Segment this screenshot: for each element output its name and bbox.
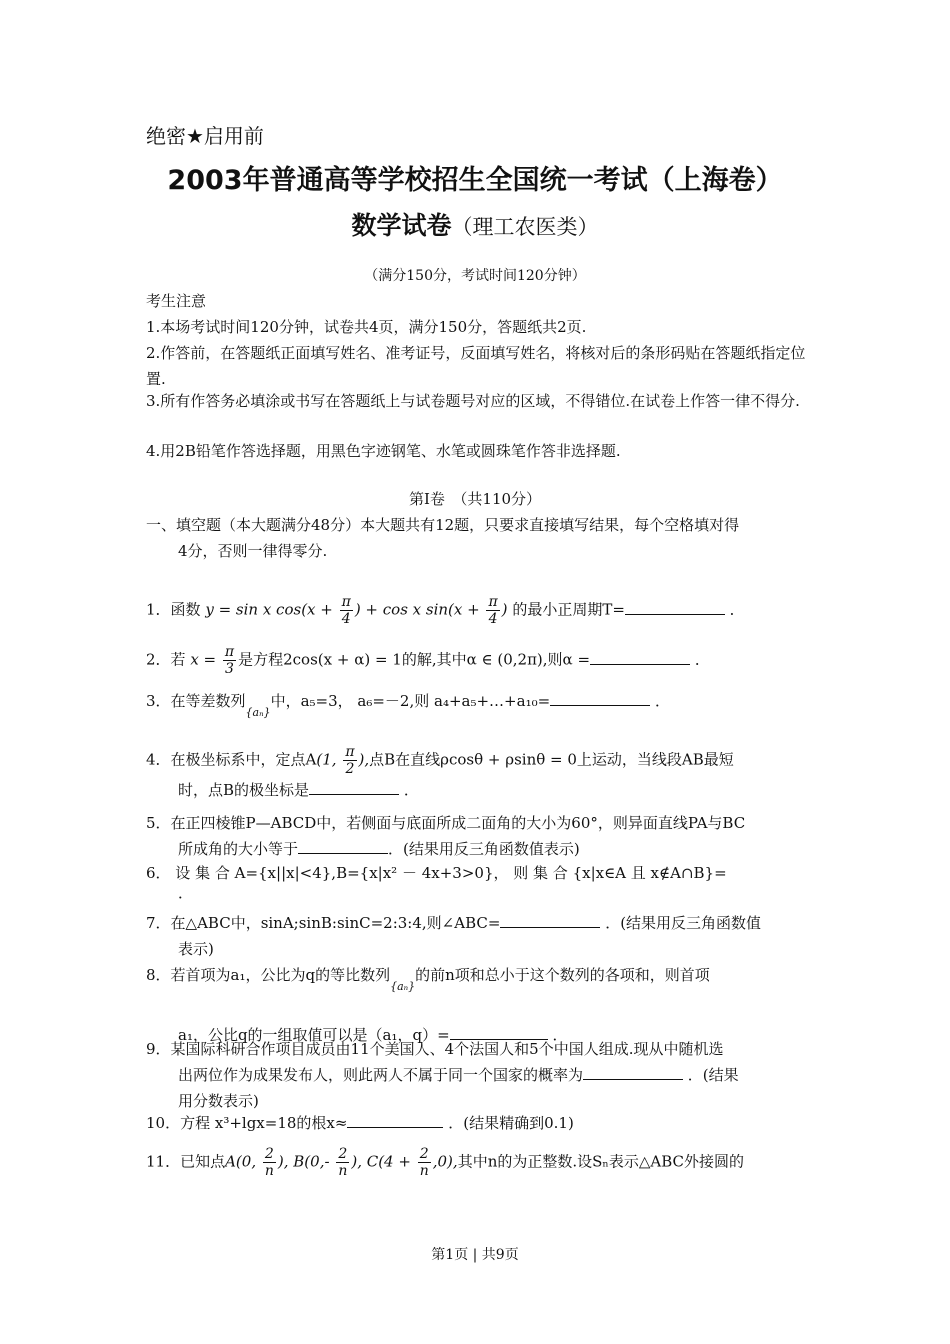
- secret-label: 绝密★启用前: [146, 124, 264, 148]
- q11-frac-1: [263, 1146, 276, 1179]
- q4-frac: [343, 744, 356, 777]
- q2-frac-num: π: [224, 644, 235, 660]
- q1-end: ．: [729, 600, 745, 619]
- q9-line2-a: 出两位作为成果发布人，则此两人不属于同一个国家的概率为: [178, 1066, 584, 1084]
- q11-frac-1-den: n: [264, 1163, 274, 1179]
- q1-formula-b: ) + cos x sin(x +: [354, 600, 485, 619]
- q4-point-a: (1,: [316, 750, 342, 769]
- q1-frac-2-num: π: [488, 594, 498, 610]
- question-2: [146, 644, 810, 677]
- q11-point-b: ), B(0,-: [277, 1152, 335, 1171]
- q4-frac-num: π: [345, 744, 355, 760]
- question-3: [146, 688, 810, 726]
- q4-line2: [146, 777, 810, 803]
- q9-line2: [146, 1062, 810, 1088]
- q3-sequence: {aₙ}: [245, 706, 271, 719]
- q4-end: ．: [403, 781, 419, 799]
- q1-formula-c: ): [501, 600, 508, 619]
- section-intro-line2: 4分，否则一律得零分.: [178, 542, 328, 560]
- notice-item-2: 2.作答前，在答题纸正面填写姓名、准考证号，反面填写姓名，将核对后的条形码贴在答题纸指定位置.: [146, 344, 806, 388]
- q5-answer-blank[interactable]: [298, 837, 388, 854]
- q1-prefix: 1．函数: [146, 600, 201, 619]
- question-7: [146, 910, 810, 962]
- notice-item-4: 4.用2B铅笔作答选择题，用黑色字迹钢笔、水笔或圆珠笔作答非选择题.: [146, 442, 621, 460]
- q3-answer-blank[interactable]: [550, 689, 650, 706]
- q11-frac-2-den: n: [338, 1163, 348, 1179]
- q9-line1: 9．某国际科研合作项目成员由11个美国人、4个法国人和5个中国人组成.现从中随机选: [146, 1040, 724, 1058]
- q11-frac-1-num: 2: [263, 1146, 276, 1163]
- q2-x: x =: [190, 650, 221, 669]
- q5-line2-a: 所成角的大小等于: [178, 840, 299, 858]
- section-intro: [146, 512, 810, 564]
- q6-line1: 6． 设 集 合 A={x||x|<4},B={x|x² － 4x+3>0}， 则 集 合 {x|x∈A 且 x∉A∩B}=: [146, 864, 727, 882]
- q10-answer-blank[interactable]: [347, 1111, 443, 1128]
- q2-answer-blank[interactable]: [590, 648, 690, 665]
- q3-end: ．: [654, 692, 670, 710]
- q11-suffix: 其中n的为正整数.设Sₙ表示△ABC外接圆的: [457, 1152, 745, 1171]
- q4-answer-blank[interactable]: [309, 778, 399, 795]
- section-intro-line1: 一、填空题（本大题满分48分）本大题共有12题，只要求直接填写结果，每个空格填对得: [146, 516, 740, 534]
- q4-line2-text: 时，点B的极坐标是: [178, 781, 310, 799]
- q1-frac-1-num: π: [341, 594, 351, 610]
- q4-frac-den: 2: [345, 761, 355, 777]
- q10-a: 10．方程 x³+lgx=18的根x≈: [146, 1114, 348, 1132]
- q4-point-b: ),: [358, 750, 370, 769]
- q7-line1-b: ．(结果用反三角函数值: [605, 914, 762, 932]
- q11-frac-2: [336, 1146, 349, 1179]
- q8-line1: [146, 962, 810, 1000]
- q6-line2: ．: [178, 884, 194, 902]
- exam-title: 2003年普通高等学校招生全国统一考试（上海卷）: [167, 165, 783, 196]
- q1-formula-a: y = sin x cos(x +: [205, 600, 338, 619]
- full-score-note: （满分150分，考试时间120分钟）: [364, 268, 586, 284]
- q5-line2-b: ．(结果用反三角函数值表示): [388, 840, 580, 858]
- q7-line2: 表示): [178, 940, 214, 958]
- q9-line3: 用分数表示): [178, 1092, 259, 1110]
- q11-frac-3-num: 2: [418, 1146, 431, 1163]
- q2-mid: 是方程2cos(x + α) = 1的解,其中α ∈ (0,2π),则α =: [238, 650, 591, 669]
- question-11: [146, 1146, 810, 1179]
- q11-frac-3-den: n: [419, 1163, 429, 1179]
- q11-frac-3: [418, 1146, 431, 1179]
- subtitle-paren: （理工农医类）: [451, 215, 599, 239]
- q7-line1-a: 7．在△ABC中，sinA;sinB:sinC=2:3:4,则∠ABC=: [146, 914, 501, 932]
- q4-prefix: 4．在极坐标系中，定点A: [146, 750, 317, 769]
- exam-subtitle: [0, 206, 950, 242]
- question-6: [146, 860, 810, 900]
- q4-text: 点B在直线ρcosθ + ρsinθ = 0上运动，当线段AB最短: [369, 750, 734, 769]
- q2-prefix: 2．若: [146, 650, 186, 669]
- q1-frac-2-den: 4: [488, 611, 498, 627]
- q11-point-c: ), C(4 +: [351, 1152, 416, 1171]
- question-10: [146, 1110, 810, 1136]
- question-4: [146, 744, 810, 803]
- page-footer: 第1页 | 共9页: [431, 1247, 519, 1263]
- q2-frac: [223, 644, 236, 677]
- question-5: [146, 810, 810, 862]
- q7-line1: [146, 910, 810, 936]
- q1-frac-2: [486, 594, 499, 627]
- q10-b: ．(结果精确到0.1): [448, 1114, 574, 1132]
- q11-prefix: 11．已知点: [146, 1152, 226, 1171]
- q7-answer-blank[interactable]: [500, 911, 600, 928]
- q1-answer-blank[interactable]: [625, 598, 725, 615]
- q8-line2-a: a₁，公比q的一组取值可以是（a₁，q）=: [178, 1026, 450, 1044]
- q11-point-d: ,0),: [432, 1152, 458, 1171]
- q2-frac-den: 3: [225, 661, 234, 677]
- q1-suffix: 的最小正周期T=: [512, 600, 625, 619]
- q1-frac-1: [340, 594, 353, 627]
- q2-end: ．: [694, 650, 710, 669]
- q3-prefix: 3．在等差数列: [146, 692, 246, 710]
- q8-line2-b: ．: [552, 1026, 568, 1044]
- question-1: [146, 594, 810, 627]
- q11-frac-2-num: 2: [336, 1146, 349, 1163]
- q8-line1-a: 8．若首项为a₁，公比为q的等比数列: [146, 966, 391, 984]
- question-9: [146, 1036, 810, 1114]
- notice-heading: 考生注意: [146, 292, 207, 310]
- subtitle-main: 数学试卷: [351, 211, 452, 240]
- q8-sequence: {aₙ}: [390, 980, 416, 993]
- q9-answer-blank[interactable]: [583, 1063, 683, 1080]
- q1-frac-1-den: 4: [341, 611, 351, 627]
- notice-item-1: 1.本场考试时间120分钟，试卷共4页，满分150分，答题纸共2页.: [146, 318, 587, 336]
- q5-line1: 5．在正四棱锥P—ABCD中，若侧面与底面所成二面角的大小为60°，则异面直线PA与BC: [146, 814, 746, 832]
- q9-line2-b: ．(结果: [687, 1066, 739, 1084]
- q8-line1-b: 的前n项和总小于这个数列的各项和，则首项: [415, 966, 710, 984]
- part-label: 第Ⅰ卷 （共110分）: [408, 490, 542, 508]
- notice-item-3: 3.所有作答务必填涂或书写在答题纸上与试卷题号对应的区域，不得错位.在试卷上作答一律不得分.: [146, 392, 800, 410]
- q11-point-a: A(0,: [225, 1152, 261, 1171]
- q5-line2: [146, 836, 810, 862]
- q3-text: 中，a₅=3， a₆=－2,则 a₄+a₅+…+a₁₀=: [270, 692, 551, 710]
